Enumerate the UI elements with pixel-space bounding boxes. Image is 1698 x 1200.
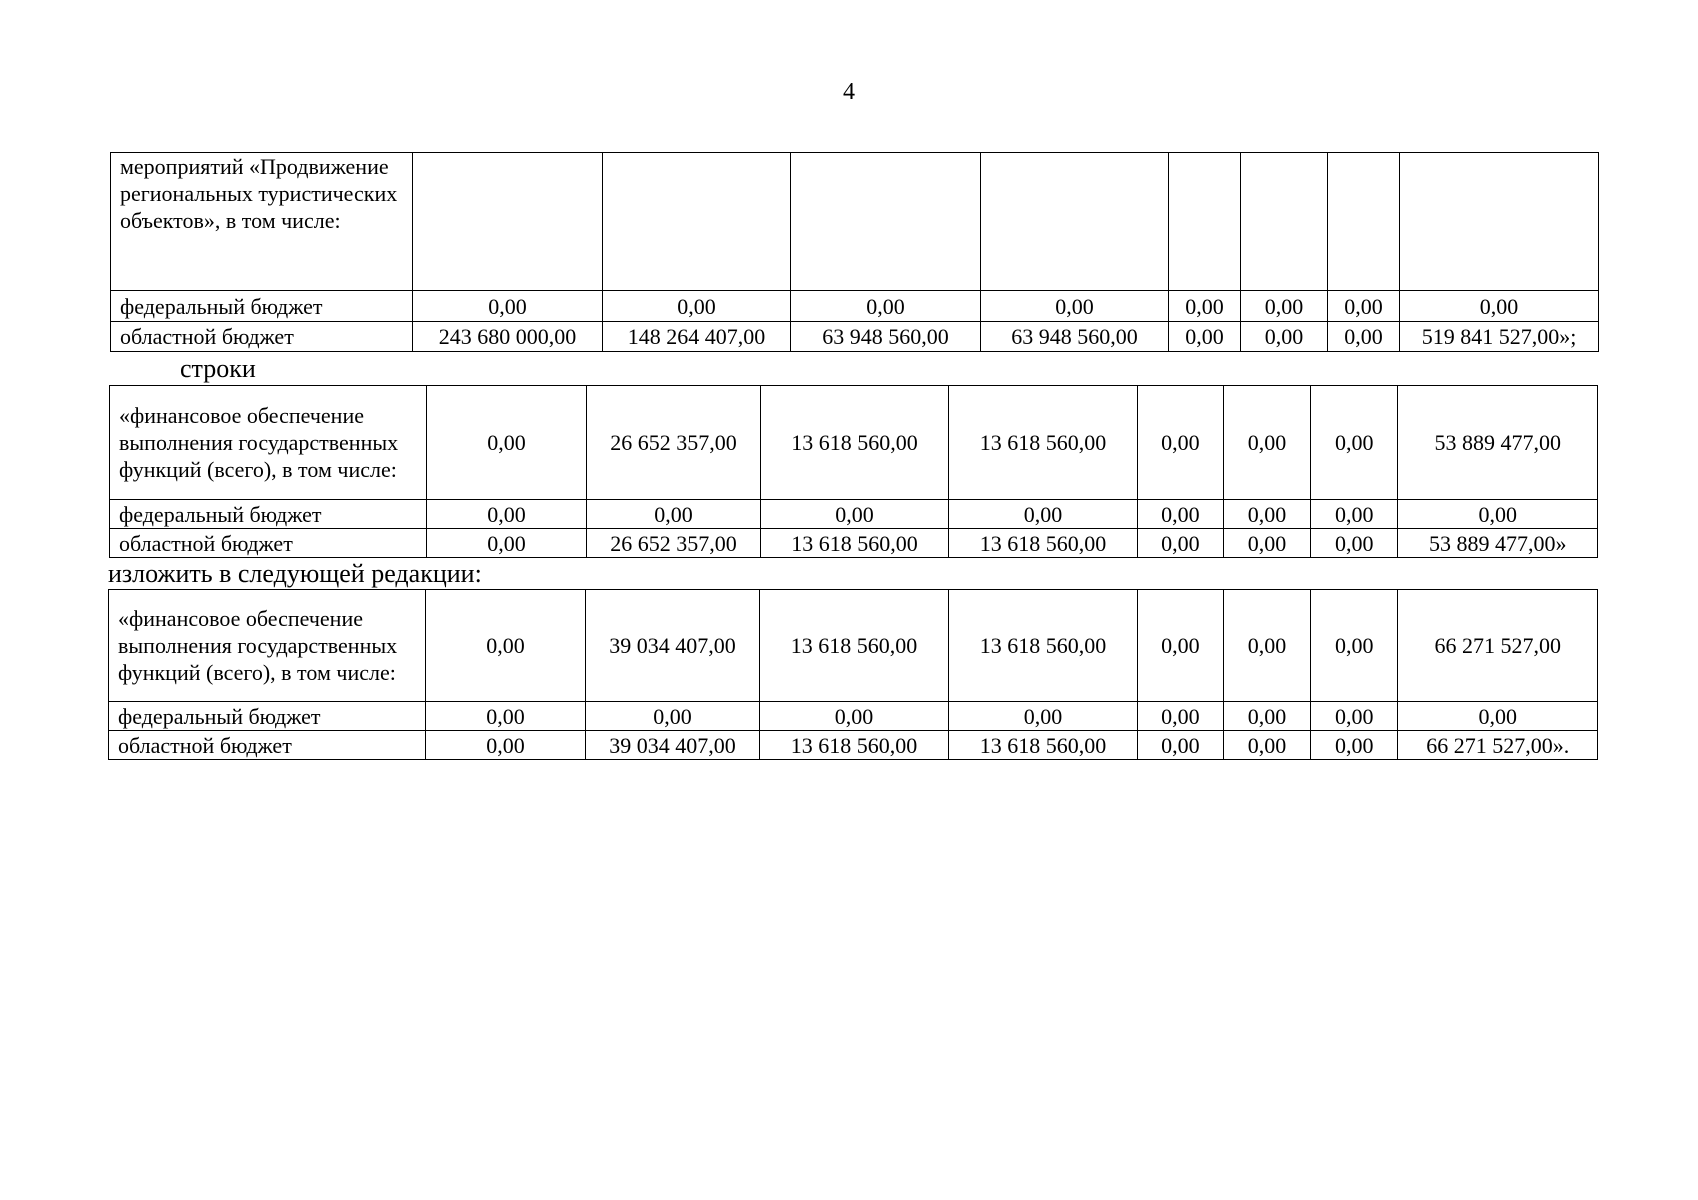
- table-cell: 0,00: [603, 291, 791, 322]
- table-cell: [1400, 153, 1599, 291]
- table-cell: 0,00: [1137, 386, 1223, 500]
- table-row: [111, 322, 1599, 352]
- table-cell: 53 889 477,00: [1398, 386, 1598, 500]
- table-cell: [413, 153, 603, 291]
- row-label: федеральный бюджет: [110, 500, 427, 529]
- table-cell: 0,00: [587, 500, 760, 529]
- table-cell: 0,00: [1311, 702, 1398, 731]
- table-row: [110, 529, 1598, 558]
- table-cell: 0,00: [1223, 386, 1310, 500]
- page-number: 4: [843, 79, 855, 105]
- table-row: [111, 153, 1599, 291]
- table-cell: 243 680 000,00: [413, 322, 603, 352]
- table-row: [109, 731, 1598, 760]
- row-label: мероприятий «Продвижение региональных туристических объектов», в том числе:: [111, 153, 413, 291]
- table-cell: 0,00: [1311, 500, 1398, 529]
- table-cell: 13 618 560,00: [759, 590, 949, 702]
- row-label: «финансовое обеспечение выполнения государственных функций (всего), в том числе:: [109, 590, 426, 702]
- table-cell: 0,00: [791, 291, 981, 322]
- table-cell: 0,00: [1311, 386, 1398, 500]
- table-cell: 0,00: [949, 500, 1138, 529]
- table-cell: 0,00: [759, 702, 949, 731]
- table-row: [109, 702, 1598, 731]
- table-cell: 0,00: [1398, 702, 1598, 731]
- table-cell: 0,00: [1223, 500, 1310, 529]
- table-cell: 0,00: [1137, 731, 1223, 760]
- table-cell: 0,00: [1137, 702, 1223, 731]
- table-cell: 63 948 560,00: [981, 322, 1169, 352]
- row-label: областной бюджет: [109, 731, 426, 760]
- table-cell: 0,00: [1137, 500, 1223, 529]
- table-cell: 13 618 560,00: [949, 386, 1138, 500]
- table-cell: 0,00: [1241, 291, 1328, 322]
- table-cell: 13 618 560,00: [760, 529, 949, 558]
- table-cell: 0,00: [425, 590, 585, 702]
- table-row: [110, 386, 1598, 500]
- table-cell: 39 034 407,00: [586, 590, 759, 702]
- table-cell: 0,00: [1223, 590, 1310, 702]
- table-cell: 13 618 560,00: [760, 386, 949, 500]
- table-cell: 0,00: [1137, 590, 1223, 702]
- table-cell: 0,00: [1241, 322, 1328, 352]
- table-cell: 0,00: [1223, 529, 1310, 558]
- table-cell: 66 271 527,00».: [1398, 731, 1598, 760]
- table-cell: 0,00: [586, 702, 759, 731]
- table-cell: 66 271 527,00: [1398, 590, 1598, 702]
- table-cell: [603, 153, 791, 291]
- table-row: [109, 590, 1598, 702]
- table-cell: 0,00: [1311, 731, 1398, 760]
- caption-rows: строки: [180, 354, 256, 383]
- table-cell: 0,00: [426, 500, 586, 529]
- table-cell: 0,00: [425, 731, 585, 760]
- table-cell: 26 652 357,00: [587, 386, 760, 500]
- row-label: «финансовое обеспечение выполнения государственных функций (всего), в том числе:: [110, 386, 427, 500]
- table-row: [111, 291, 1599, 322]
- table-cell: 519 841 527,00»;: [1400, 322, 1599, 352]
- table-cell: 0,00: [981, 291, 1169, 322]
- budget-table-2: [109, 385, 1598, 558]
- table-cell: [981, 153, 1169, 291]
- table-cell: 39 034 407,00: [586, 731, 759, 760]
- table-cell: 0,00: [1400, 291, 1599, 322]
- table-cell: 148 264 407,00: [603, 322, 791, 352]
- table-row: [110, 500, 1598, 529]
- row-label: областной бюджет: [111, 322, 413, 352]
- table-cell: [791, 153, 981, 291]
- table-cell: 63 948 560,00: [791, 322, 981, 352]
- table-cell: 26 652 357,00: [587, 529, 760, 558]
- table-cell: [1169, 153, 1241, 291]
- table-cell: 0,00: [1223, 702, 1310, 731]
- table-cell: 0,00: [413, 291, 603, 322]
- table-cell: 0,00: [760, 500, 949, 529]
- table-cell: [1241, 153, 1328, 291]
- table-cell: 0,00: [426, 386, 586, 500]
- caption-new-edition: изложить в следующей редакции:: [108, 559, 482, 588]
- budget-table-1: [110, 152, 1599, 352]
- table-cell: 53 889 477,00»: [1398, 529, 1598, 558]
- row-label: федеральный бюджет: [111, 291, 413, 322]
- table-cell: 13 618 560,00: [949, 529, 1138, 558]
- row-label: областной бюджет: [110, 529, 427, 558]
- row-label: федеральный бюджет: [109, 702, 426, 731]
- table-cell: [1328, 153, 1400, 291]
- table-cell: 13 618 560,00: [949, 731, 1138, 760]
- table-cell: 0,00: [1223, 731, 1310, 760]
- table-cell: 0,00: [1311, 529, 1398, 558]
- table-cell: 0,00: [1328, 291, 1400, 322]
- table-cell: 0,00: [426, 529, 586, 558]
- table-cell: 0,00: [425, 702, 585, 731]
- table-cell: 13 618 560,00: [759, 731, 949, 760]
- table-cell: 0,00: [1311, 590, 1398, 702]
- table-cell: 0,00: [1398, 500, 1598, 529]
- table-cell: 13 618 560,00: [949, 590, 1138, 702]
- table-cell: 0,00: [1169, 291, 1241, 322]
- table-cell: 0,00: [949, 702, 1138, 731]
- table-cell: 0,00: [1137, 529, 1223, 558]
- table-cell: 0,00: [1328, 322, 1400, 352]
- budget-table-3: [108, 589, 1598, 760]
- table-cell: 0,00: [1169, 322, 1241, 352]
